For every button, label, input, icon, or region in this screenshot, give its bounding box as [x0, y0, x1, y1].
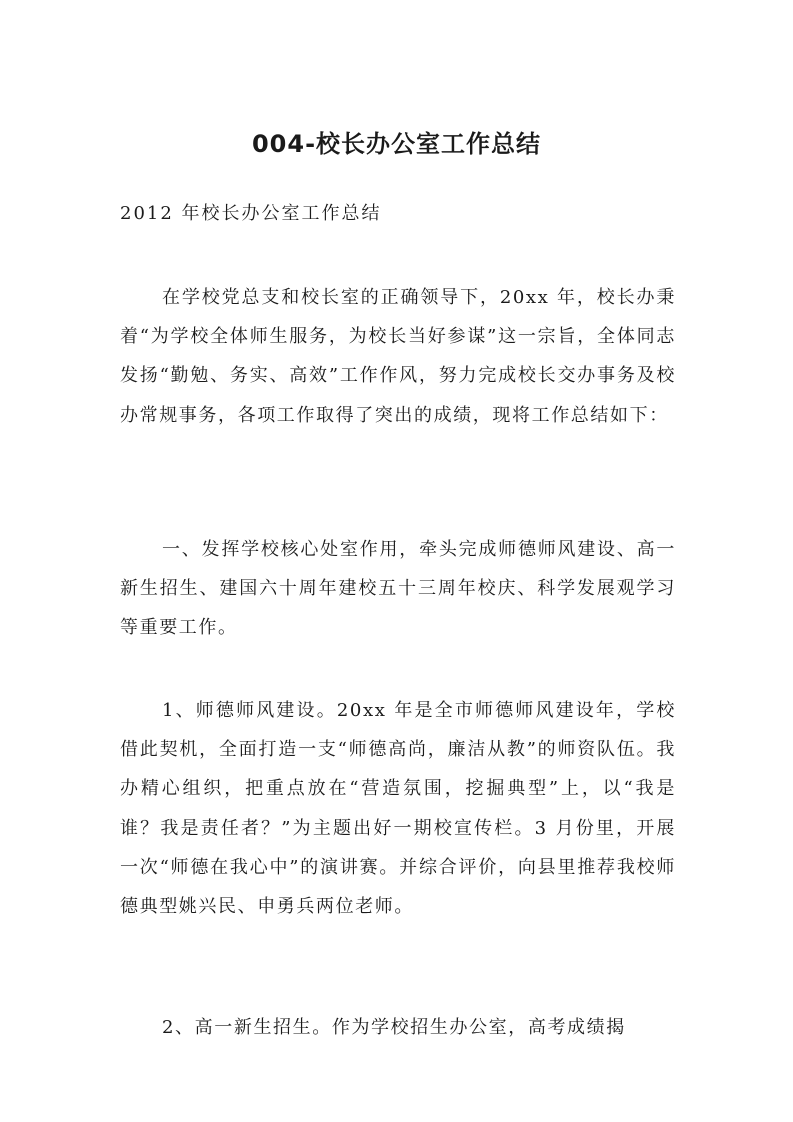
document-subtitle: 2012 年校长办公室工作总结 [120, 203, 382, 224]
paragraph-intro: 在学校党总支和校长室的正确领导下，20xx 年，校长办秉着“为学校全体师生服务，为校长当好参谋”这一宗旨，全体同志发扬“勤勉、务实、高效”工作作风，努力完成校长交办事务及校办常规事务，各项工作取得了突出的成绩，现将工作总结如下： [120, 287, 676, 426]
paragraph-item-1: 1、师德师风建设。20xx 年是全市师德师风建设年，学校借此契机，全面打造一支“师德高尚，廉洁从教”的师资队伍。我办精心组织，把重点放在“营造氛围，挖掘典型”上，以“我是谁？我是责任者？”为主题出好一期校宣传栏。3 月份里，开展一次“师德在我心中”的演讲赛。并综合评价，向县里推荐我校师德典型姚兴民、申勇兵两位老师。 [120, 700, 676, 918]
paragraph-section-1: 一、发挥学校核心处室作用，牵头完成师德师风建设、高一新生招生、建国六十周年建校五十三周年校庆、科学发展观学习等重要工作。 [120, 539, 676, 639]
paragraph-item-2: 2、高一新生招生。作为学校招生办公室，高考成绩揭 [162, 1017, 626, 1038]
document-title: 004-校长办公室工作总结 [251, 130, 542, 158]
